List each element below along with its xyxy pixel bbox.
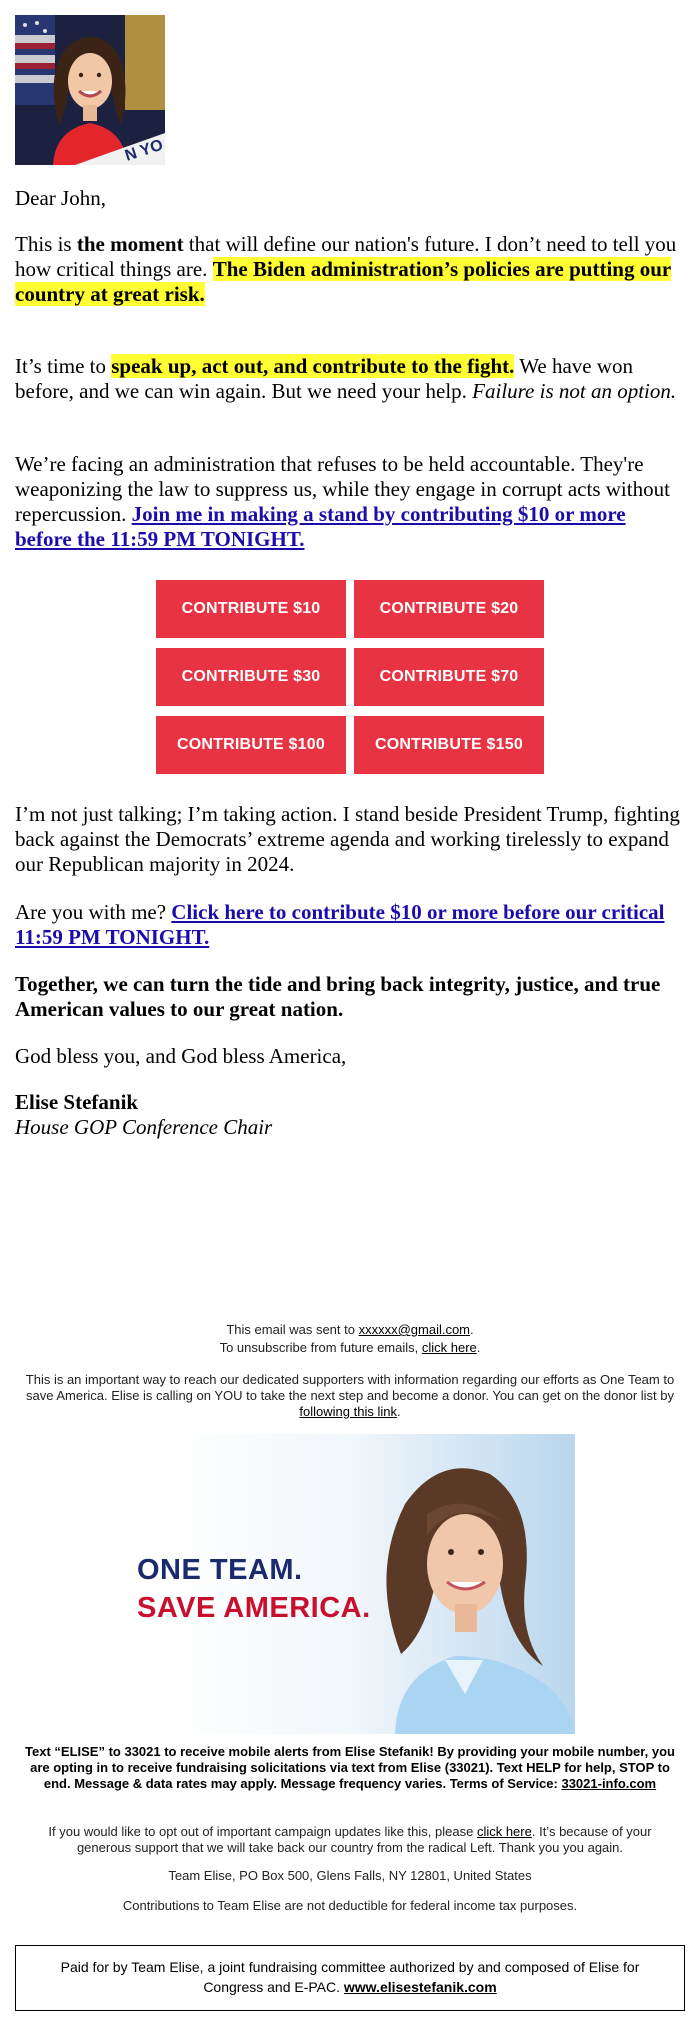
mailing-address: Team Elise, PO Box 500, Glens Falls, NY 12801, United States [168, 1868, 532, 1883]
sent-to-suffix: . [470, 1322, 474, 1337]
closing: God bless you, and God bless America, [15, 1044, 347, 1068]
headshot-illustration [15, 15, 165, 165]
donor-info [20, 1372, 680, 1420]
sms-terms [20, 1744, 680, 1792]
p5-text: Are you with me? [15, 900, 172, 924]
svg-text:N YO: N YO [122, 136, 166, 165]
recipient-email-link[interactable]: xxxxxx@gmail.com [358, 1322, 471, 1337]
sms-text: Text “ELISE” to 33021 to receive mobile alerts from Elise Stefanik! By providing your mobile number, you are opting in to receive fundraising solicitations via text from Elise (33021). Text HELP for help, STOP to end. Message & data rates may apply. Message frequency varies. Terms of Service: [25, 1744, 675, 1791]
greeting: Dear John, [15, 186, 106, 210]
p2-highlight: speak up, act out, and contribute to the fight. [111, 354, 515, 378]
optout-suffix: . It’s because of your generous support that we will take back our country from the radical Left. Thank you you again. [76, 1824, 652, 1855]
paragraph-6: Together, we can turn the tide and bring back integrity, justice, and true American values to our great nation. [15, 972, 661, 1021]
banner-line-1: ONE TEAM. [137, 1554, 303, 1586]
banner-line-2: SAVE AMERICA. [137, 1592, 371, 1624]
paid-for-text: Paid for by Team Elise, a joint fundraising committee authorized by and composed of Elise for Congress and E-PAC. [60, 1959, 640, 1995]
contribute-150-button[interactable]: CONTRIBUTE $150 [354, 716, 544, 774]
paragraph-4: I’m not just talking; I’m taking action. I stand beside President Trump, fighting back against the Democrats’ extreme agenda and working tirelessly to expand our Republican majority in 2024. [15, 802, 680, 876]
unsubscribe-line [20, 1340, 680, 1356]
contribute-10-button[interactable]: CONTRIBUTE $10 [156, 580, 346, 638]
tax-note: Contributions to Team Elise are not deductible for federal income tax purposes. [122, 1898, 578, 1913]
one-team-banner[interactable] [137, 1434, 575, 1734]
p1-highlight: The Biden administration’s policies are putting our country at great risk. [15, 257, 672, 306]
optout-link[interactable]: click here [476, 1824, 532, 1839]
p1-bold: the moment [76, 232, 184, 256]
paragraph-2 [15, 354, 685, 404]
donor-info-suffix: . [396, 1404, 401, 1419]
contribute-20-button[interactable]: CONTRIBUTE $20 [354, 580, 544, 638]
contribute-70-button[interactable]: CONTRIBUTE $70 [354, 648, 544, 706]
contribute-30-button[interactable]: CONTRIBUTE $30 [156, 648, 346, 706]
unsub-prefix: To unsubscribe from future emails, [219, 1340, 422, 1355]
donor-list-link[interactable]: following this link [299, 1404, 397, 1419]
headshot-photo [15, 15, 165, 165]
p1-text-c: that will define our nation's future. I don’t need to tell you how critical things are. [15, 232, 677, 281]
contribute-link-2[interactable]: Click here to contribute $10 or more before our critical 11:59 PM TONIGHT. [15, 900, 665, 949]
paragraph-5 [15, 900, 685, 950]
p2-text-b: We have won before, and we can win again. But we need your help. [15, 354, 634, 403]
paragraph-3 [15, 452, 685, 552]
donor-info-text: This is an important way to reach our dedicated supporters with information regarding our efforts as One Team to save America. Elise is calling on YOU to take the next step and become a donor. You can get on the donor list by [25, 1372, 675, 1403]
unsub-suffix: . [476, 1340, 481, 1355]
optout-prefix: If you would like to opt out of important campaign updates like this, please [48, 1824, 477, 1839]
paragraph-1 [15, 232, 685, 307]
signature-name: Elise Stefanik [15, 1090, 139, 1114]
p3-text: We’re facing an administration that refuses to be held accountable. They're weaponizing the law to suppress us, while they engage in corrupt acts without repercussion. [15, 452, 670, 526]
contribute-link-1[interactable]: Join me in making a stand by contributing $10 or more before the 11:59 PM TONIGHT. [15, 502, 626, 551]
contribute-100-button[interactable]: CONTRIBUTE $100 [156, 716, 346, 774]
sent-to-prefix: This email was sent to [226, 1322, 359, 1337]
sent-to-line [20, 1322, 680, 1338]
p2-italic: Failure is not an option. [472, 379, 677, 403]
signature-title: House GOP Conference Chair [15, 1115, 273, 1139]
website-link[interactable]: www.elisestefanik.com [343, 1979, 497, 1995]
p1-text-a: This is [15, 232, 77, 256]
paid-for-disclaimer [15, 1945, 685, 2011]
p2-text-a: It’s time to [15, 354, 112, 378]
unsubscribe-link[interactable]: click here [421, 1340, 477, 1355]
opt-out-note [20, 1824, 680, 1856]
sms-terms-link[interactable]: 33021-info.com [561, 1776, 657, 1791]
